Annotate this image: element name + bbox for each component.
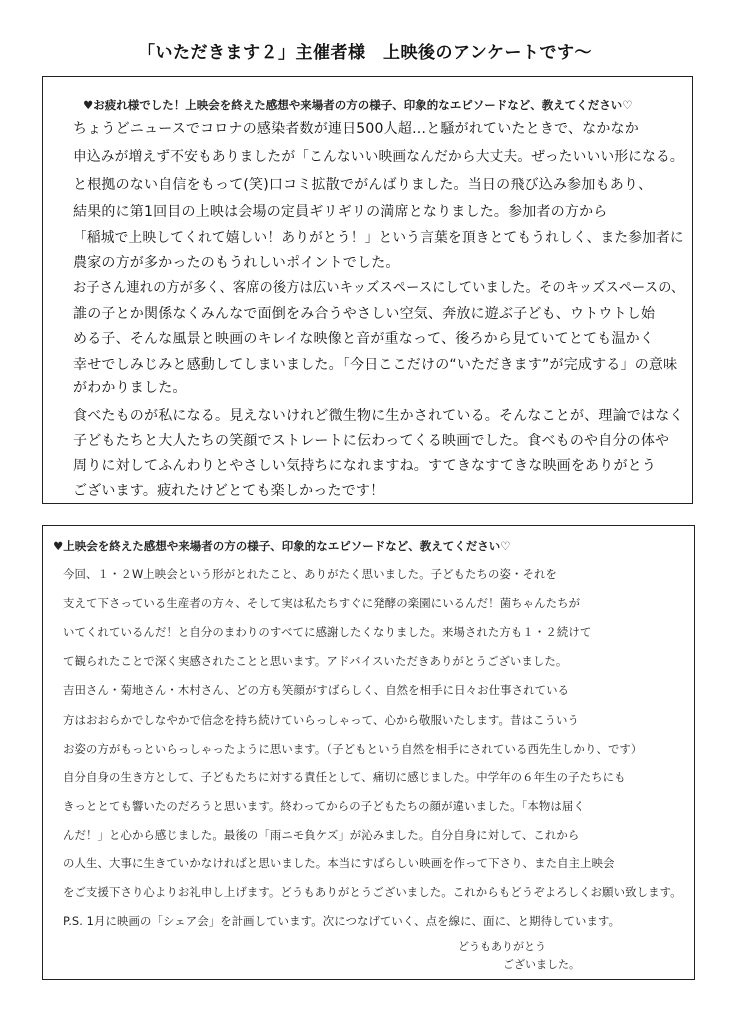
- handwritten-line: 申込みが増えず不安もありましたが「こんないい映画なんだから大丈夫。ぜったいいい形になる。: [73, 149, 684, 165]
- handwritten-line: 誰の子とか関係なくみんなで面倒をみ合うやさしい空気、奔放に遊ぶ子ども、ウトウトし始: [73, 306, 656, 322]
- handwritten-line: P.S. 1月に映画の「シェア会」を計画しています。次につなげていく、点を線に、面に、と期待しています。: [63, 914, 621, 928]
- handwritten-line: ございます。疲れたけどとても楽しかったです！: [73, 483, 385, 499]
- handwritten-line: 今回、１・２W上映会という形がとれたこと、ありがたく思いました。子どもたちの姿・それを: [63, 567, 557, 581]
- handwritten-line: いてくれているんだ！と自分のまわりのすべてに感謝したくなりました。来場された方も１・２続けて: [63, 625, 592, 639]
- handwritten-line: んだ！」と心から感じました。最後の「雨ニモ負ケズ」が沁みました。自分自身に対して、これから: [63, 828, 580, 842]
- handwritten-line: 周りに対してふんわりとやさしい気持ちになれますね。すてきなすてきな映画をありがとう: [73, 458, 657, 474]
- handwritten-line: 自分自身の生き方として、子どもたちに対する責任として、痛切に感じました。中学年の６年生の子たちにも: [63, 770, 626, 784]
- handwritten-line: お子さん連れの方が多く、客席の後方は広いキッズスペースにしていました。そのキッズスペースの、: [73, 280, 685, 296]
- handwritten-line: 方はおおらかでしなやかで信念を持ち続けていらっしゃって、心から敬服いたします。昔はこういう: [63, 713, 579, 727]
- handwritten-line: 食べたものが私になる。見えないけれど微生物に生かされている。そんなことが、理論ではなく: [73, 408, 684, 424]
- handwritten-line: 支えて下さっている生産者の方々、そして実は私たちすぐに発酵の楽園にいるんだ！菌ちゃんたちが: [63, 596, 581, 610]
- handwritten-line: 幸せでしみじみと感動してしまいました。「今日ここだけの“いただきます”が完成する」の意味: [73, 357, 678, 373]
- handwritten-line: をご支援下さり心よりお礼申し上げます。どうもありがとうございました。これからもどうぞよろしくお願い致します。: [63, 885, 682, 899]
- handwritten-line: きっととても響いたのだろうと思います。終わってからの子どもたちの顔が違いました。「本物は届く: [63, 799, 585, 813]
- handwritten-line: 「稲城で上映してくれて嬉しい！ありがとう！」という言葉を頂きとてもうれしく、また参加者に: [73, 230, 684, 246]
- handwritten-line: て観られたことで深く実感されたことと思います。アドバイスいただきありがとうございました。: [63, 654, 568, 668]
- handwritten-line: ちょうどニュースでコロナの感染者数が連日500人超…と騒がれていたときで、なかなか: [73, 121, 639, 137]
- closing-line: ございました。: [503, 958, 580, 971]
- handwritten-line: 子どもたちと大人たちの笑顔でストレートに伝わってくる映画でした。食べものや自分の体や: [73, 433, 670, 449]
- survey-card-2: [42, 525, 695, 980]
- survey-card-1: [42, 76, 693, 504]
- survey-prompt-2: ♥上映会を終えた感想や来場者の方の様子、印象的なエピソードなど、教えてください♡: [53, 539, 511, 553]
- handwritten-line: 結果的に第1回目の上映は会場の定員ギリギリの満席となりました。参加者の方から: [73, 204, 608, 220]
- handwritten-line: と根拠のない自信をもって(笑)口コミ拡散でがんばりました。当日の飛び込み参加もあり、: [73, 177, 653, 193]
- handwritten-line: お姿の方がもっといらっしゃったように思います。（子どもという自然を相手にされている西先生しかり、です）: [63, 742, 643, 756]
- closing-line: どうもありがとう: [458, 940, 546, 953]
- survey-prompt-1: ♥お疲れ様でした！上映会を終えた感想や来場者の方の様子、印象的なエピソードなど、教えてください♡: [83, 98, 633, 112]
- handwritten-line: める子、そんな風景と映画のキレイな映像と音が重なって、後ろから見ていてとても温かく: [73, 331, 655, 347]
- handwritten-line: 農家の方が多かったのもうれしいポイントでした。: [73, 255, 400, 271]
- handwritten-line: がわかりました。: [73, 380, 187, 396]
- handwritten-line: 吉田さん・菊地さん・木村さん、どの方も笑顔がすばらしく、自然を相手に日々お仕事されている: [63, 683, 570, 697]
- page-title: 「いただきます２」主催者様 上映後のアンケートです〜: [138, 43, 592, 63]
- handwritten-line: の人生、大事に生きていかなければと思いました。本当にすばらしい映画を作って下さり、また自主上映会: [63, 856, 615, 870]
